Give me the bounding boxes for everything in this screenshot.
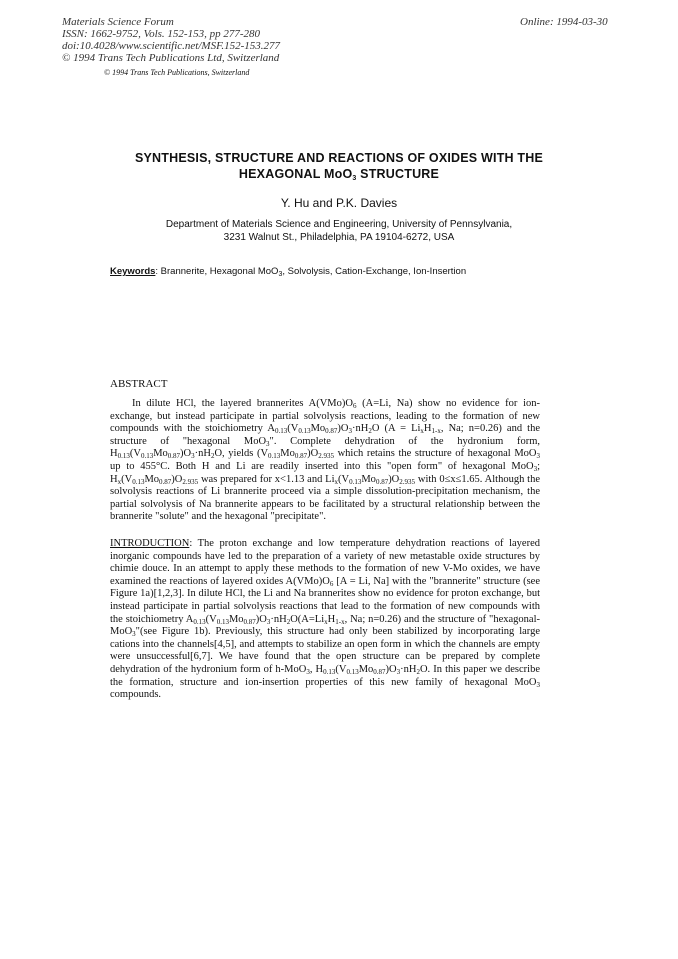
affiliation [0, 218, 678, 244]
online-date: Online: 1994-03-30 [520, 16, 608, 28]
copyright-line: © 1994 Trans Tech Publications Ltd, Switzerland [62, 52, 280, 64]
keywords: Keywords: Brannerite, Hexagonal MoO$_3$, Solvolysis, Cation-Exchange, Ion-Insertion [110, 266, 467, 278]
introduction-heading: INTRODUCTION [110, 538, 190, 549]
title-line-2: HEXAGONAL MoO$_3$ STRUCTURE [238, 167, 440, 182]
affiliation-line-1: Department of Materials Science and Engineering, University of Pennsylvania, [165, 219, 513, 230]
keywords-label: Keywords [110, 266, 156, 277]
paper-title [0, 150, 678, 182]
abstract-body: In dilute HCl, the layered brannerites $A(VMo)O_6$ (A=Li, Na) show no evidence for ion-exchange, but instead participate in partial solvolysis reactions, leading to the formation of new compounds with the stoichiometry $A_{0.13}(V_{0.13}Mo_{0.87})O_3\cdot nH_2O$ ($A = Li_xH_{1-x}$, Na; n=0.26) and the structure of "hexagonal MoO$_3$". Complete dehydration of the hydronium form, $H_{0.13}(V_{0.13}Mo_{0.87})O_3\cdot nH_2O$, yields $(V_{0.13}Mo_{0.87})O_{2.935}$ which retains the structure of hexagonal MoO$_3$ up to 455°C. Both H and Li are readily inserted into this "open form" of hexagonal MoO$_3$; $H_x(V_{0.13}Mo_{0.87})O_{2.935}$ was prepared for x<1.13 and $Li_x(V_{0.13}Mo_{0.87})O_{2.935}$ with 0≤x≤1.65. Although the solvolysis reactions of Li brannerite proceed via a simple dissolution-precipitation mechanism, the partial solvolysis of Na brannerite appears to be facilitated by a structural relationship between the brannerite "solute" and the hexagonal "precipitate". [110, 398, 540, 523]
journal-name: Materials Science Forum [62, 16, 174, 28]
introduction-body: INTRODUCTION: The proton exchange and low temperature dehydration reactions of layered inorganic compounds have led to the preparation of a variety of new metastable oxide structures by chimie douce. In an attempt to apply these methods to the formation of new V-Mo oxides, we have examined the reactions of layered oxides $A(VMo)O_6$ [A = Li, Na] with the "brannerite" structure (see Figure 1a)[1,2,3]. In dilute HCl, the Li and Na brannerites show no evidence for proton exchange, but instead participate in partial solvolysis reactions that lead to the formation of new compounds with the stoichiometry $A_{0.13}(V_{0.13}Mo_{0.87})O_3\cdot nH_2O(A=Li_xH_{1-x}$, Na; n=0.26) and the structure of "hexagonal-MoO$_3$"(see Figure 1b). Previously, this structure had only been stabilized by incorporating large cations into the channels[4,5], and attempts to stabilize an open form in which the channels are empty were unsuccessful[6,7]. We have found that the open structure can be prepared by complete dehydration of the hydronium form of h-MoO$_3$, $H_{0.13}(V_{0.13}Mo_{0.87})O_3\cdot nH_2O$. In this paper we describe the formation, structure and ion-insertion properties of this new family of hexagonal MoO$_3$ compounds. [110, 538, 540, 701]
abstract-heading: ABSTRACT [110, 378, 168, 390]
journal-header [62, 16, 280, 64]
doi-line: doi:10.4028/www.scientific.net/MSF.152-153.277 [62, 40, 281, 52]
issn-line: ISSN: 1662-9752, Vols. 152-153, pp 277-280 [62, 28, 260, 40]
authors: Y. Hu and P.K. Davies [280, 196, 398, 210]
copyright-small: © 1994 Trans Tech Publications, Switzerland [104, 68, 250, 77]
affiliation-line-2: 3231 Walnut St., Philadelphia, PA 19104-6272, USA [223, 232, 455, 243]
title-line-1: SYNTHESIS, STRUCTURE AND REACTIONS OF OXIDES WITH THE [134, 151, 544, 165]
